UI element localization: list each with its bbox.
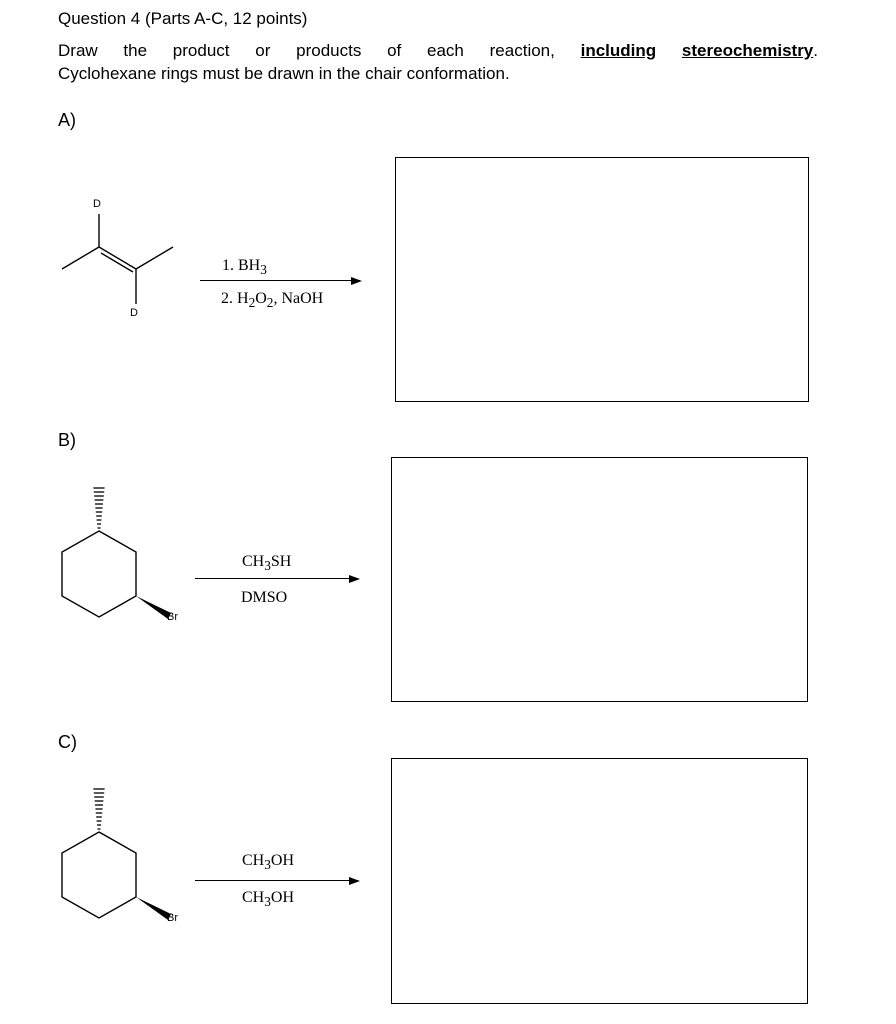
cyclohexane-ring bbox=[62, 832, 136, 918]
instruction-line-2: Cyclohexane rings must be drawn in the chair conformation. bbox=[58, 64, 510, 83]
part-b-label: B) bbox=[58, 430, 76, 450]
instruction-text: Draw the product or products of each reaction, bbox=[58, 41, 581, 60]
reagent-b-solvent: DMSO bbox=[241, 589, 288, 606]
reaction-arrow-c bbox=[195, 880, 358, 881]
instruction-emphasis-including: including bbox=[580, 41, 657, 60]
question-title: Question 4 (Parts A-C, 12 points) bbox=[58, 9, 308, 28]
reagent-c-nucleophile: $CH_3OH$ bbox=[242, 852, 295, 873]
hashed-wedge-up bbox=[93, 789, 104, 829]
reagent-a-step1: 1. $BH_3$ bbox=[222, 257, 267, 278]
atom-br: Br bbox=[167, 912, 178, 924]
reagent-a-step2: 2. $H_2O_2$, NaOH bbox=[221, 290, 324, 311]
solid-wedge-br bbox=[136, 897, 171, 920]
reagent-c-solvent: $CH_3OH$ bbox=[242, 889, 295, 910]
part-c-label: C) bbox=[58, 732, 77, 752]
instruction-period: . bbox=[813, 41, 818, 60]
instruction-emphasis-stereochemistry: stereochemistry bbox=[681, 41, 814, 60]
part-a-label: A) bbox=[58, 110, 76, 130]
reagent-b-nucleophile: $CH_3SH$ bbox=[242, 553, 292, 574]
atom-d-bottom: D bbox=[130, 307, 138, 319]
atom-d-top: D bbox=[93, 198, 101, 210]
answer-box-c[interactable] bbox=[391, 758, 808, 1004]
atom-br: Br bbox=[167, 611, 178, 623]
